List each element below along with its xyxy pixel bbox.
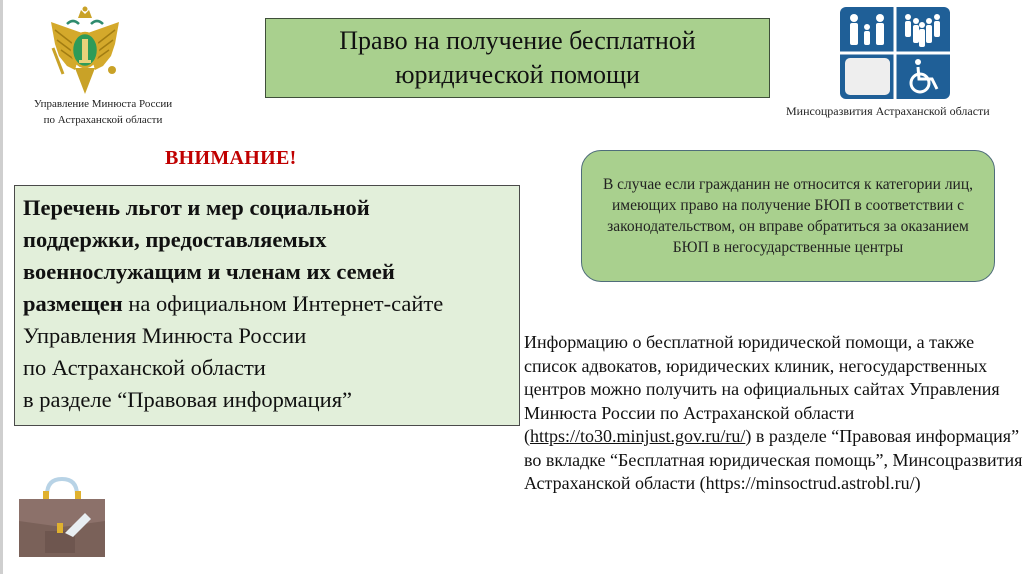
page-title-line1: Право на получение бесплатной [339, 26, 696, 55]
benefits-line7: в разделе “Правовая информация” [23, 387, 353, 412]
legal-aid-info-paragraph [524, 331, 1024, 496]
minjust-emblem-icon [45, 4, 125, 96]
minjust-website-link[interactable]: https://to30.minjust.gov.ru/ru/ [530, 426, 746, 446]
briefcase-icon [15, 475, 110, 560]
benefits-line1: Перечень льгот и мер социальной [23, 195, 370, 220]
minsoc-caption: Минсоцразвития Астраханской области [786, 104, 990, 118]
minsoc-emblem-icon [840, 7, 950, 99]
benefits-bold-word: размещен [23, 291, 123, 316]
benefits-line3: военнослужащим и членам их семей [23, 259, 395, 284]
benefits-line4-rest: на официальном Интернет-сайте [122, 291, 444, 316]
benefits-line4 [23, 288, 511, 320]
left-edge-divider [0, 0, 3, 574]
page-title [265, 18, 770, 98]
benefits-line5: Управления Минюста России [23, 323, 307, 348]
minjust-caption-line1: Управление Минюста России [33, 98, 173, 110]
benefits-line2: поддержки, предоставляемых [23, 227, 327, 252]
legal-aid-info-part1: Информацию о бесплатной юридической помощи, а также список адвокатов, юридических клиник, негосударственных центров можно получить на официальных сайтах Управления Минюста России по Астраханской области ( [524, 332, 1000, 446]
minjust-caption [8, 96, 198, 128]
page-title-line2: юридической помощи [395, 60, 640, 89]
minjust-caption-line2: по Астраханской области [43, 114, 163, 126]
non-eligible-info-box [581, 150, 995, 282]
non-eligible-info-text: В случае если гражданин не относится к категории лиц, имеющих право на получение БЮП в соответствии с законодательством, он вправе обратиться за оказанием БЮП в негосударственные центры [602, 176, 974, 256]
attention-heading: ВНИМАНИЕ! [165, 147, 297, 169]
benefits-notice-box [14, 185, 520, 426]
benefits-line6: по Астраханской области [23, 355, 266, 380]
legal-aid-info-part2: ) в разделе “Правовая информация” во вкладке “Бесплатная юридическая помощь”, Минсоцразвития Астраханской области (https://minsoctrud.astrobl.ru/) [524, 426, 1023, 493]
